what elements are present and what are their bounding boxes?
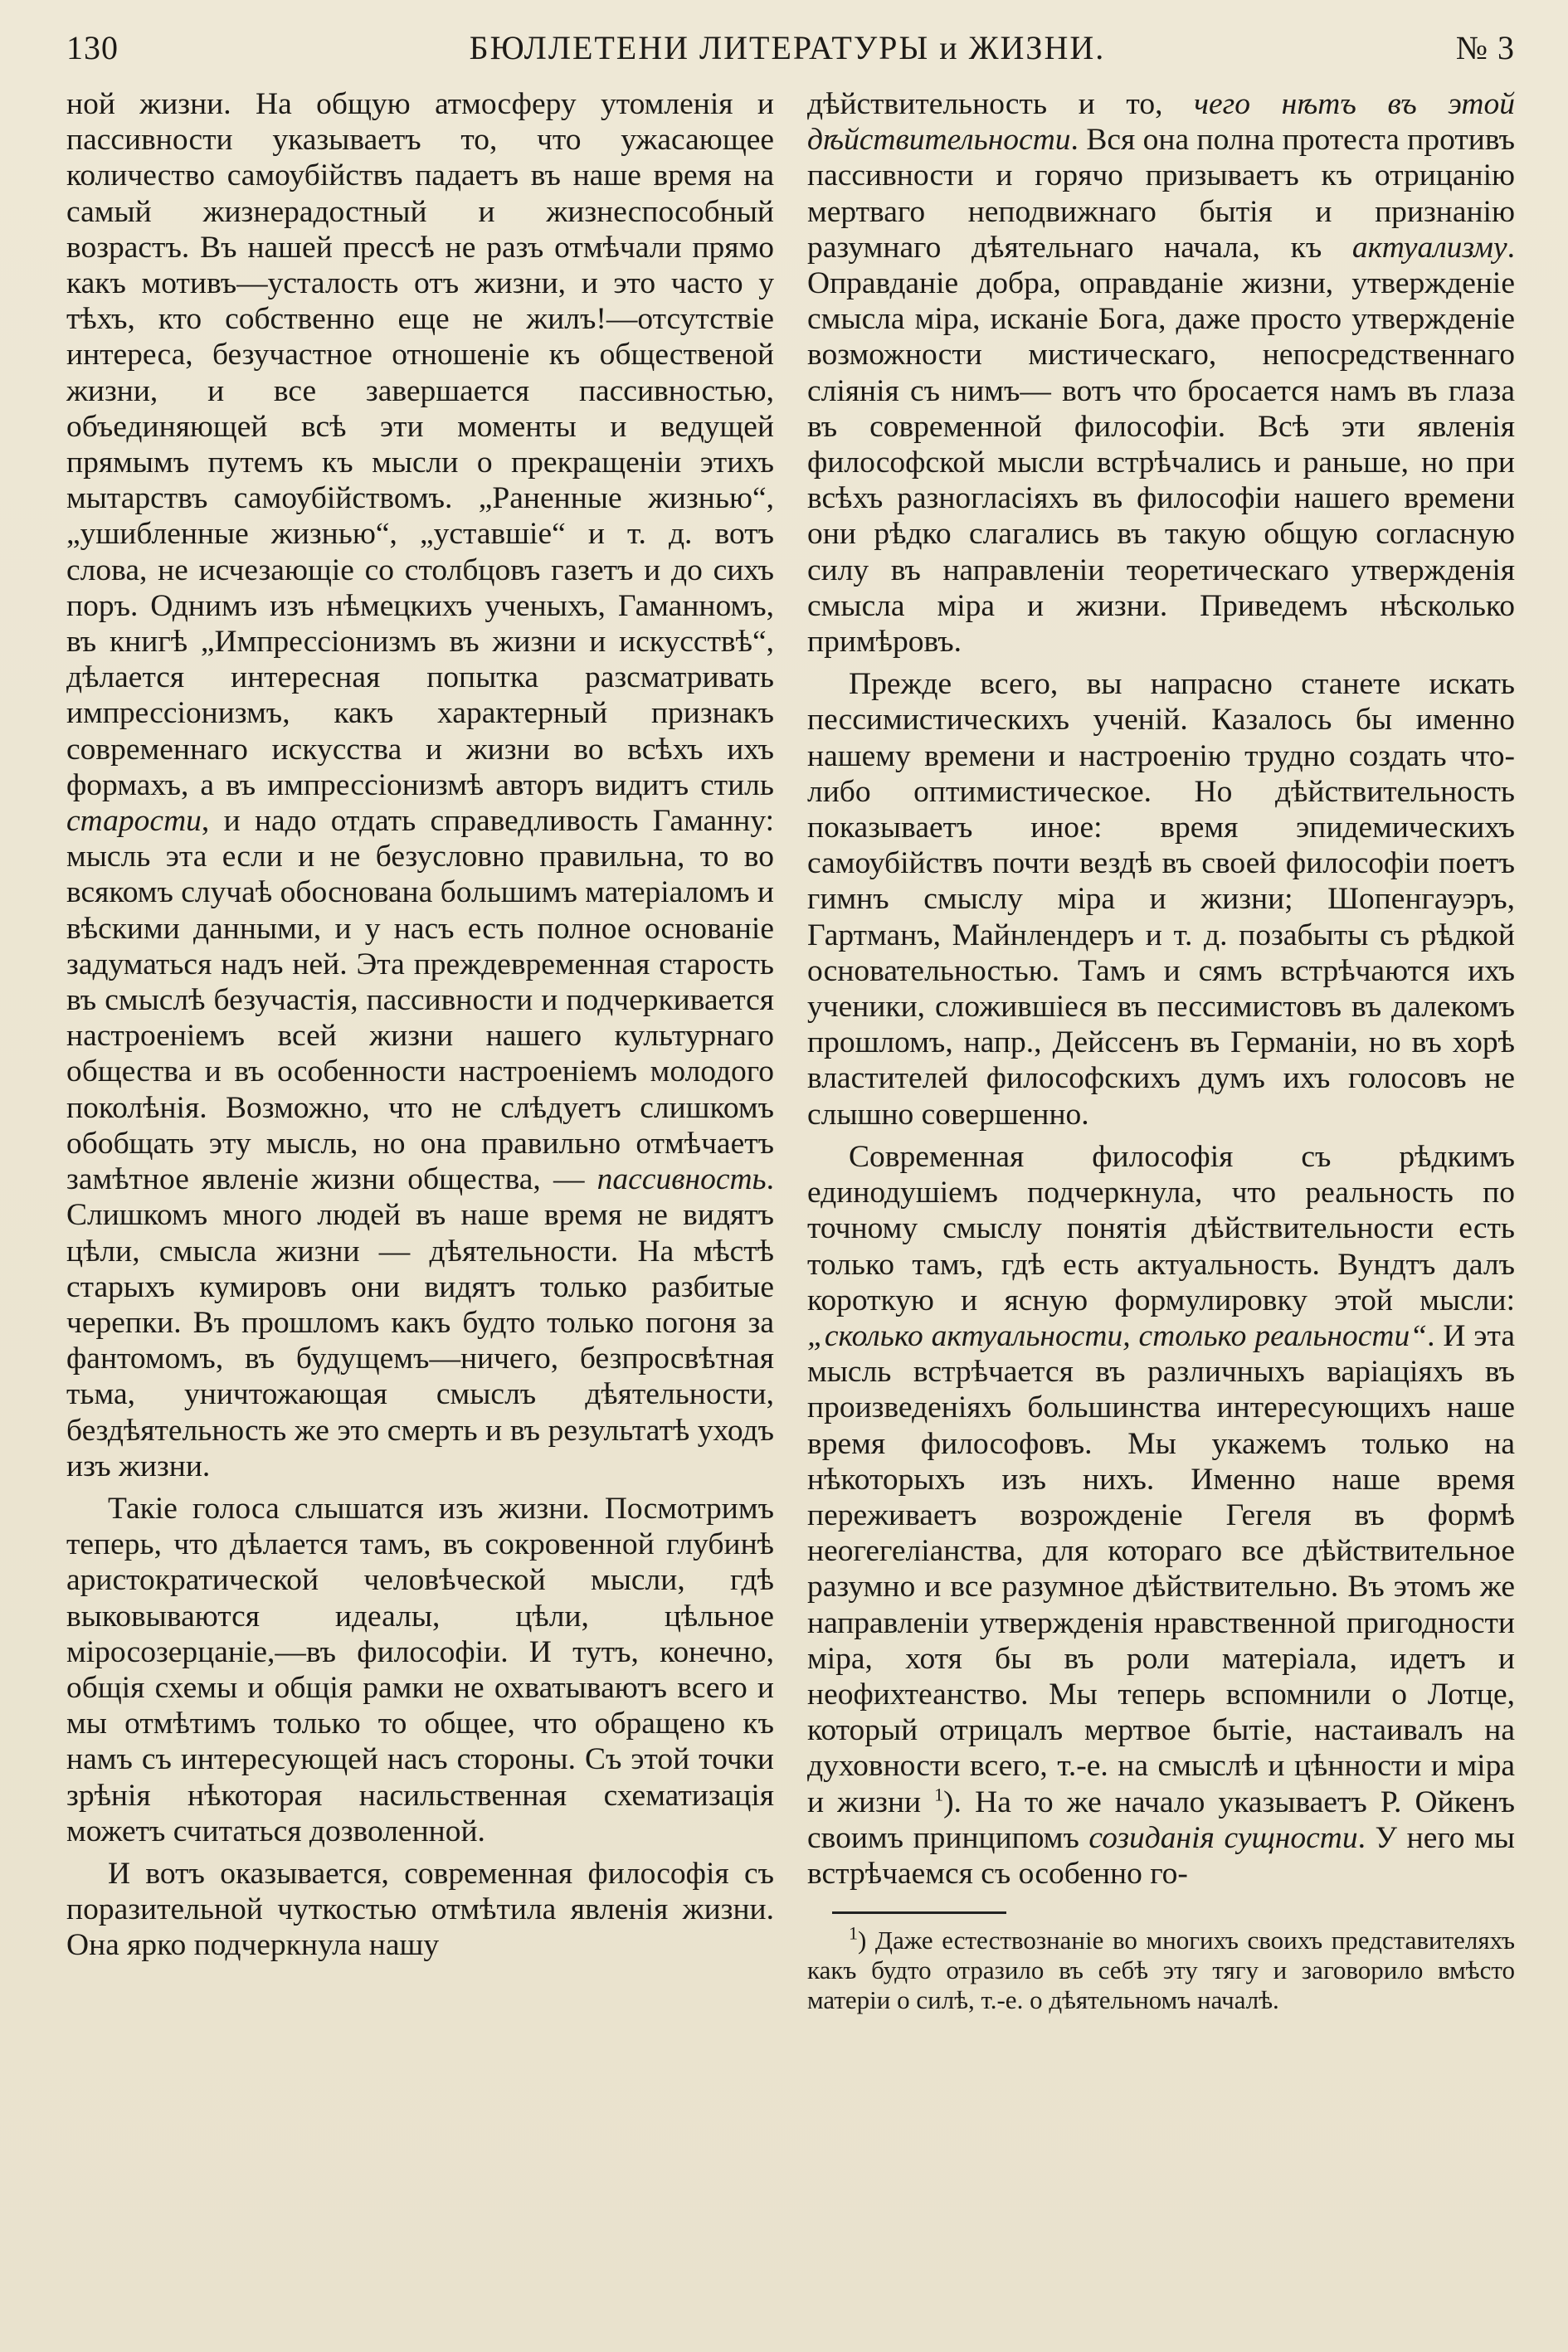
footnote-rule bbox=[832, 1911, 1006, 1914]
text-run: . Оправданіе добра, оправданіе жизни, утвержденіе смысла міра, исканіе Бога, даже просто утвержденіе возможности мистическаго, непосредственнаго сліянія съ нимъ— вотъ что бросается намъ въ глаза въ современной философіи. Всѣ эти явленія философской мысли встрѣчались и раньше, но при всѣхъ разногласіяхъ въ философіи нашего времени они рѣдко слагались въ такую общую согласную силу въ направленіи теоретическаго утвержденія смысла міра и жизни. Приведемъ нѣсколько примѣровъ. bbox=[807, 230, 1515, 660]
emphasis: „сколько актуальности, столько реальности“ bbox=[807, 1318, 1428, 1353]
emphasis: чего нѣтъ въ этой дѣйствительности bbox=[807, 87, 1515, 158]
issue-number: № 3 bbox=[1455, 29, 1515, 66]
paragraph bbox=[807, 1139, 1515, 1892]
paragraph: Такіе голоса слышатся изъ жизни. Посмотримъ теперь, что дѣлается тамъ, въ сокровенной глубинѣ аристократической человѣческой мысли, гдѣ выковываются идеалы, цѣли, цѣльное міросозерцаніе,—въ философіи. И тутъ, конечно, общія схемы и общія рамки не охватываютъ всего и мы отмѣтимъ только то общее, что обращено къ намъ съ интересующей насъ стороны. Съ этой точки зрѣнія нѣкоторая насильственная схематизація можетъ считаться дозволенной. bbox=[66, 1491, 774, 1848]
left-column bbox=[66, 86, 774, 2015]
text-run: . И эта мысль встрѣчается въ различныхъ варіаціяхъ въ произведеніяхъ большинства интересующихъ наше время философовъ. Мы укажемъ только на нѣкоторыхъ изъ нихъ. Именно наше время переживаетъ возрожденіе Гегеля въ формѣ неогегеліанства, для котораго все дѣйствительное разумно и все разумное дѣйствительно. Въ этомъ же направленіи утвержденія нравственной пригодности міра, хотя бы въ роли матеріала, идетъ и неофихтеанство. Мы теперь вспомнили о Лотце, который отрицалъ мертвое бытіе, настаивалъ на духовности всего, т.-е. на смыслѣ и цѣнности и міра и жизни bbox=[807, 1318, 1516, 1819]
emphasis: созиданія сущности bbox=[1088, 1820, 1358, 1855]
paragraph: И вотъ оказывается, современная философія съ поразительной чуткостью отмѣтила явленія жизни. Она ярко подчеркнула нашу bbox=[66, 1856, 774, 1963]
text-columns bbox=[66, 86, 1515, 2015]
running-header bbox=[66, 28, 1515, 75]
footnote-number: 1 bbox=[849, 1922, 858, 1944]
journal-title: БЮЛЛЕТЕНИ ЛИТЕРАТУРЫ и ЖИЗНИ. bbox=[469, 29, 1106, 66]
paragraph bbox=[66, 86, 774, 1484]
paragraph bbox=[807, 86, 1515, 660]
text-run: ). На то же начало указываетъ Р. Ойкенъ своимъ принципомъ bbox=[807, 1785, 1515, 1855]
right-column bbox=[807, 86, 1515, 2015]
footnote-marker[interactable]: 1 bbox=[934, 1784, 944, 1805]
emphasis: старости bbox=[66, 804, 202, 839]
text-run: , и надо отдать справедливость Гаманну: мысль эта если и не безусловно правильна, то во всякомъ случаѣ обоснована большимъ матеріаломъ и вѣскими данными, и у насъ есть полное основаніе задуматься надъ ней. Эта преждевременная старость въ смыслѣ безучастія, пассивности и подчеркивается настроеніемъ всей жизни нашего культурнаго общества и въ особенности настроеніемъ молодого поколѣнія. Возможно, что не слѣдуетъ слишкомъ обобщать эту мысль, но она правильно отмѣчаетъ замѣтное явленіе жизни общества, — bbox=[66, 804, 774, 1197]
text-run: . У него мы встрѣчаемся съ особенно го- bbox=[807, 1820, 1515, 1891]
footnote-text: ) Даже естествознаніе во многихъ своихъ представителяхъ какъ будто отразило въ себѣ эту тягу и заговорило вмѣсто матеріи о силѣ, т.-е. о дѣятельномъ началѣ. bbox=[807, 1926, 1515, 2015]
footnote bbox=[807, 1922, 1515, 2015]
text-run: . Слишкомъ много людей въ наше время не видятъ цѣли, смысла жизни — дѣятельности. На мѣстѣ старыхъ кумировъ они видятъ только разбитые черепки. Въ прошломъ какъ будто только погоня за фантомомъ, въ будущемъ—ничего, безпросвѣтная тьма, уничтожающая смыслъ дѣятельности, бездѣятельность же это смерть и въ результатѣ уходъ изъ жизни. bbox=[66, 1162, 774, 1483]
text-run: Современная философія съ рѣдкимъ единодушіемъ подчеркнула, что реальность по точному смыслу понятія дѣйствительности есть только тамъ, гдѣ есть актуальность. Вундтъ далъ короткую и ясную формулировку этой мысли: bbox=[807, 1139, 1515, 1317]
text-run: ной жизни. На общую атмосферу утомленія и пассивности указываетъ то, что ужасающее количество самоубійствъ падаетъ въ наше время на самый жизнерадостный и жизнеспособный возрастъ. Въ нашей прессѣ не разъ отмѣчали прямо какъ мотивъ—усталость отъ жизни, и это часто у тѣхъ, кто собственно еще не жилъ!—отсутствіе интереса, безучастное отношеніе къ общественой жизни, и все завершается пассивностью, объединяющей всѣ эти моменты и ведущей прямымъ путемъ къ мысли о прекращеніи этихъ мытарствъ самоубійствомъ. „Раненные жизнью“, „ушибленные жизнью“, „уставшіе“ и т. д. вотъ слова, не исчезающіе со столбцовъ газетъ и до сихъ поръ. Однимъ изъ нѣмецкихъ ученыхъ, Гаманномъ, въ книгѣ „Импрессіонизмъ въ жизни и искусствѣ“, дѣлается интересная попытка разсматривать импрессіонизмъ, какъ характерный признакъ современнаго искусства и жизни во всѣхъ ихъ формахъ, а въ импрессіонизмѣ авторъ видитъ стиль bbox=[66, 87, 774, 802]
text-run: . Вся она полна протеста противъ пассивности и горячо призываетъ къ отрицанію мертваго неподвижнаго бытія и признанію разумнаго дѣятельнаго начала, къ bbox=[807, 123, 1515, 265]
emphasis: пассивность bbox=[597, 1162, 767, 1197]
text-run: дѣйствительность и то, bbox=[807, 87, 1195, 121]
page-number: 130 bbox=[66, 29, 119, 66]
paragraph: Прежде всего, вы напрасно станете искать пессимистическихъ ученій. Казалось бы именно нашему времени и настроенію трудно создать что-либо оптимистическое. Но дѣйствительность показываетъ иное: время эпидемическихъ самоубійствъ почти вездѣ въ своей философіи поетъ гимнъ смыслу міра и жизни; Шопенгауэръ, Гартманъ, Майнлендеръ и т. д. позабыты съ рѣдкой основательностью. Тамъ и сямъ встрѣчаются ихъ ученики, сложившіеся въ пессимистовъ въ далекомъ прошломъ, напр., Дейссенъ въ Германіи, но въ хорѣ властителей философскихъ думъ ихъ голосовъ не слышно совершенно. bbox=[807, 667, 1515, 1132]
emphasis: актуализму bbox=[1351, 230, 1507, 265]
